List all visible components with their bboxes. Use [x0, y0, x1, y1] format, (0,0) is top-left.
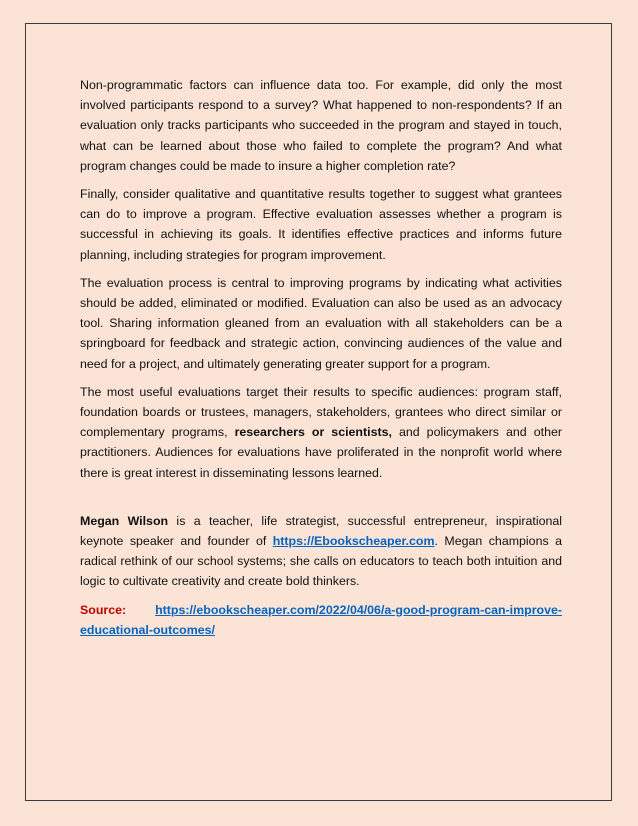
source-line: [80, 600, 562, 640]
author-name: Megan Wilson: [80, 513, 169, 528]
source-link[interactable]: https://ebookscheaper.com/2022/04/06/a-good-program-can-improve-educational-outcomes/: [80, 602, 562, 637]
paragraph-audiences: [80, 382, 562, 483]
paragraph-non-programmatic-factors: Non-programmatic factors can influence data too. For example, did only the most involved participants respond to a survey? What happened to non-respondents? If an evaluation only tracks participants who succeeded in the program and stayed in touch, what can be learned about those who failed to complete the program? And what program changes could be made to insure a higher completion rate?: [80, 78, 562, 173]
author-bio: [80, 511, 562, 592]
source-label: Source:: [80, 602, 127, 617]
audiences-text-after: and policymakers and other practitioners. Audiences for evaluations have proliferated in the nonprofit world where there is great interest in disseminating lessons learned.: [80, 425, 562, 480]
bio-text-after-link: . Megan champions a radical rethink of our school systems; she calls on educators to teach both intuition and logic to cultivate creativity and create bold thinkers.: [80, 534, 562, 589]
section-spacer: [80, 491, 562, 511]
audiences-bold-text: researchers or scientists,: [234, 425, 392, 440]
audiences-text-before: The most useful evaluations target their results to specific audiences: program staff, foundation boards or trustees, managers, stakeholders, grantees who direct similar or complementary programs,: [80, 384, 562, 440]
paragraph-qualitative-quantitative: Finally, consider qualitative and quantitative results together to suggest what grantees can do to improve a program. Effective evaluation assesses whether a program is successful in achieving its goals. It identifies effective practices and informs future planning, including strategies for program improvement.: [80, 187, 562, 262]
website-link[interactable]: https://Ebookscheaper.com: [272, 534, 435, 549]
document-body: [80, 75, 562, 648]
paragraph-evaluation-process: The evaluation process is central to improving programs by indicating what activities should be added, eliminated or modified. Evaluation can also be used as an advocacy tool. Sharing information gleaned from an evaluation with all stakeholders can be a springboard for feedback and strategic action, convincing audiences of the value and need for a project, and ultimately generating greater support for a program.: [80, 275, 562, 371]
bio-text-before-link: is a teacher, life strategist, successful entrepreneur, inspirational keynote speaker and founder of: [80, 513, 562, 549]
